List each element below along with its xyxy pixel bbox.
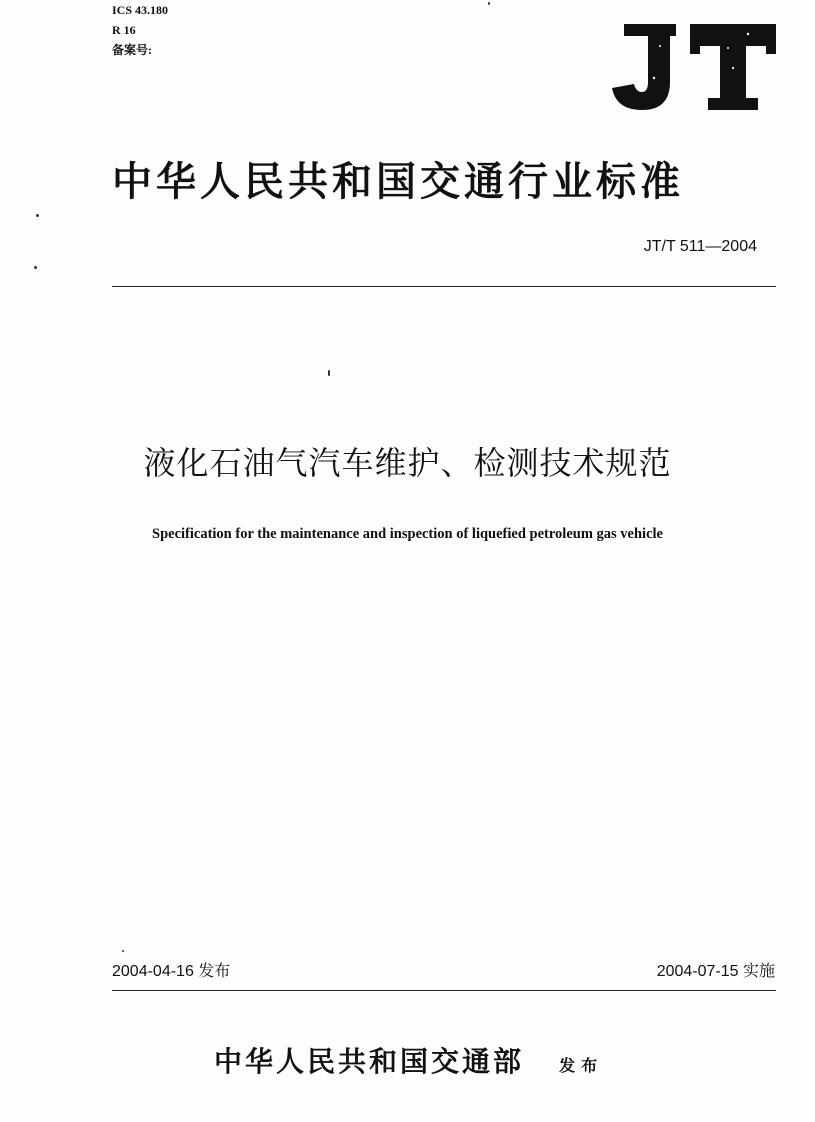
implementation-date: 2004-07-15 实施	[656, 963, 775, 980]
jt-logo	[608, 18, 778, 114]
document-title-english: Specification for the maintenance and inspection of liquefied petroleum gas vehicle	[152, 526, 663, 542]
document-title-chinese: 液化石油气汽车维护、检测技术规范	[143, 444, 672, 482]
footer-divider	[112, 990, 776, 991]
ics-code: ICS 43.180	[112, 3, 169, 17]
scan-speck	[488, 2, 490, 5]
classification-code: R 16	[112, 23, 136, 37]
scan-speck	[34, 266, 37, 269]
publisher-line	[214, 1040, 603, 1080]
agency-title: 中华人民共和国交通行业标准	[112, 159, 684, 205]
record-number-label: 备案号:	[112, 43, 152, 57]
jt-logo-graphic	[608, 18, 778, 114]
standard-number: JT/T 511—2004	[643, 238, 757, 255]
issue-date: 2004-04-16 发布	[112, 963, 231, 980]
scan-speck	[36, 214, 39, 217]
scan-speck	[328, 370, 330, 376]
publisher-name: 中华人民共和国交通部	[214, 1045, 525, 1078]
publisher-suffix: 发布	[559, 1056, 604, 1075]
classification-block	[112, 0, 168, 60]
header-divider	[112, 286, 776, 287]
scan-speck	[122, 950, 124, 952]
